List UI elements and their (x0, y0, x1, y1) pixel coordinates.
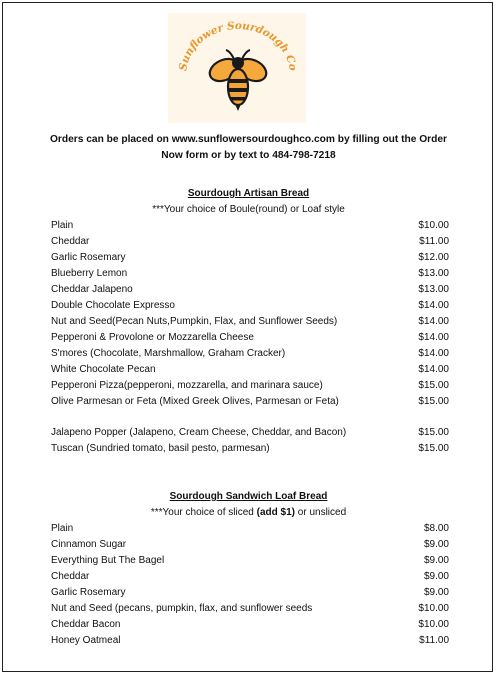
menu-item-name: White Chocolate Pecan (51, 364, 156, 375)
menu-item-name: Plain (51, 220, 74, 231)
menu-item-name: Pepperoni & Provolone or Mozzarella Cheese (51, 332, 254, 343)
menu-item-row (51, 603, 449, 618)
menu-item-price: $12.00 (418, 252, 449, 263)
menu-item-price: $14.00 (418, 348, 449, 359)
menu-item-price: $8.00 (423, 523, 449, 534)
menu-item-price: $15.00 (418, 396, 449, 407)
menu-item-price: $15.00 (418, 427, 449, 438)
menu-item-row (51, 571, 449, 586)
menu-item-row (51, 587, 449, 602)
menu-item-row (51, 316, 449, 331)
menu-item-row (51, 555, 449, 570)
menu-item-row (51, 348, 449, 363)
menu-item-price: $13.00 (418, 268, 449, 279)
menu-item-name: Cheddar Bacon (51, 619, 121, 630)
order-info-line-1: Orders can be placed on www.sunflowersourdoughco.com by filling out the Order (50, 134, 447, 145)
menu-item-price: $15.00 (418, 380, 449, 391)
menu-item-price: $9.00 (423, 587, 449, 598)
menu-item-name: Garlic Rosemary (51, 252, 126, 263)
menu-item-row (51, 236, 449, 251)
menu-item-name: Double Chocolate Expresso (51, 300, 175, 311)
menu-item-name: Blueberry Lemon (51, 268, 128, 279)
menu-item-price: $14.00 (418, 364, 449, 375)
menu-item-price: $9.00 (423, 539, 449, 550)
menu-item-row (51, 284, 449, 299)
menu-item-row (51, 635, 449, 650)
menu-item-price: $10.00 (418, 220, 449, 231)
logo-text: Sunflower Sourdough Co (177, 19, 299, 72)
menu-item-price: $14.00 (418, 300, 449, 311)
menu-item-name: Nut and Seed(Pecan Nuts,Pumpkin, Flax, and Sunflower Seeds) (51, 316, 338, 327)
sandwich-section-note (3, 507, 494, 518)
menu-item-row (51, 220, 449, 235)
artisan-section-title: Sourdough Artisan Bread (187, 188, 310, 199)
menu-item-row (51, 539, 449, 554)
menu-item-row (51, 523, 449, 538)
menu-item-price: $14.00 (418, 316, 449, 327)
menu-item-name: Olive Parmesan or Feta (Mixed Greek Olives, Parmesan or Feta) (51, 396, 339, 407)
menu-item-price: $11.00 (419, 236, 449, 247)
sandwich-note-bold: (add $1) (256, 507, 295, 518)
logo (168, 13, 306, 123)
menu-item-name: Cheddar Jalapeno (51, 284, 133, 295)
menu-item-name: Plain (51, 523, 74, 534)
menu-item-row (51, 396, 449, 411)
menu-item-name: Nut and Seed (pecans, pumpkin, flax, and sunflower seeds (51, 603, 313, 614)
menu-item-row (51, 427, 449, 442)
menu-item-price: $10.00 (418, 619, 449, 630)
order-info-line-2: Now form or by text to 484-798-7218 (161, 150, 336, 161)
menu-item-name: Tuscan (Sundried tomato, basil pesto, parmesan) (51, 443, 270, 454)
menu-item-name: Pepperoni Pizza(pepperoni, mozzarella, and marinara sauce) (51, 380, 323, 391)
menu-item-price: $11.00 (419, 635, 449, 646)
menu-item-row (51, 332, 449, 347)
artisan-section-note: ***Your choice of Boule(round) or Loaf style (152, 204, 345, 215)
menu-item-name: Cheddar (51, 571, 90, 582)
menu-item-price: $14.00 (418, 332, 449, 343)
menu-item-price: $9.00 (423, 555, 449, 566)
sandwich-section-title: Sourdough Sandwich Loaf Bread (169, 491, 328, 502)
menu-item-name: S'mores (Chocolate, Marshmallow, Graham Cracker) (51, 348, 286, 359)
menu-item-name: Jalapeno Popper (Jalapeno, Cream Cheese, Cheddar, and Bacon) (51, 427, 347, 438)
menu-item-row (51, 619, 449, 634)
menu-item-row (51, 443, 449, 458)
menu-item-price: $13.00 (418, 284, 449, 295)
menu-item-row (51, 300, 449, 315)
sandwich-note-pre: ***Your choice of sliced (150, 507, 257, 518)
menu-item-name: Garlic Rosemary (51, 587, 126, 598)
menu-item-row (51, 380, 449, 395)
menu-item-price: $15.00 (418, 443, 449, 454)
menu-page (2, 2, 493, 672)
menu-item-price: $9.00 (423, 571, 449, 582)
sandwich-note-post: or unsliced (295, 507, 347, 518)
menu-item-name: Everything But The Bagel (51, 555, 165, 566)
menu-item-name: Cinnamon Sugar (51, 539, 127, 550)
menu-item-name: Cheddar (51, 236, 90, 247)
menu-item-row (51, 252, 449, 267)
menu-item-row (51, 364, 449, 379)
menu-item-price: $10.00 (418, 603, 449, 614)
bee-icon (168, 13, 306, 123)
menu-item-row (51, 268, 449, 283)
menu-item-name: Honey Oatmeal (51, 635, 121, 646)
